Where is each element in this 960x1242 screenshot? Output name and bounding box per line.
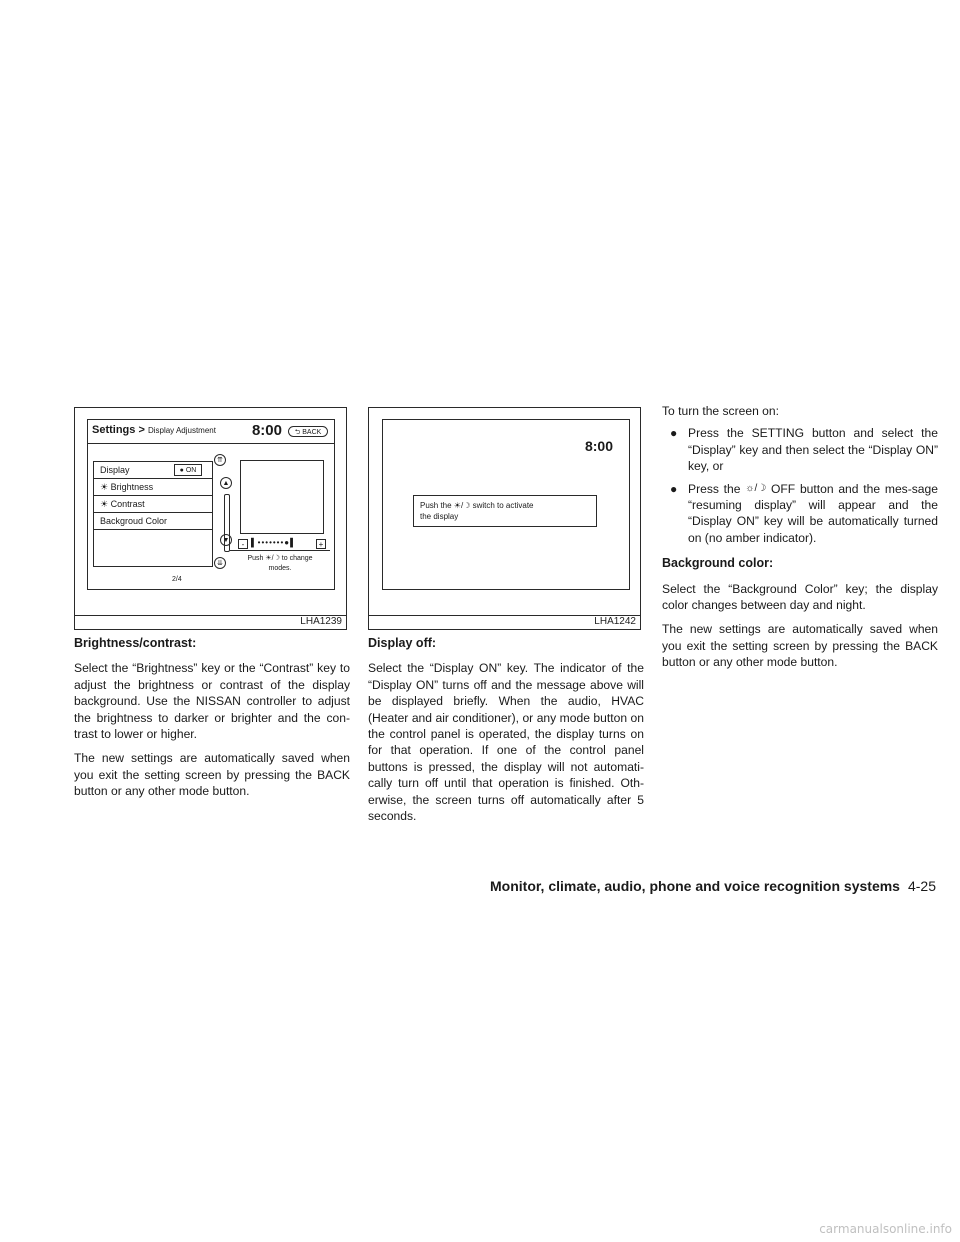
settings-screen: [87, 419, 335, 590]
bullet-text-post: OFF button and the mes-sage “resuming display” will appear and the “Display ON” key will be automatically turned on (no amber indicator).: [688, 481, 938, 545]
day-night-icon: ☼/☽: [745, 482, 767, 494]
scroll-down-icon: ▼: [220, 534, 232, 546]
watermark: carmanualsonline.info: [819, 1222, 952, 1236]
slider-dots: ▌•••••••●▌: [251, 538, 297, 547]
header-divider: [88, 443, 334, 444]
bullet-icon: ●: [670, 481, 678, 496]
heading-background-color: Background color:: [662, 556, 774, 571]
column-turn-on: [662, 403, 938, 679]
minus-icon: -: [238, 539, 248, 549]
on-indicator: ● ON: [174, 464, 202, 476]
menu-item-brightness: [94, 479, 212, 496]
scroll-top-icon: ⇈: [214, 454, 226, 466]
scroll-up-icon: ▲: [220, 477, 232, 489]
column-brightness-contrast: [74, 635, 350, 808]
settings-menu: [93, 461, 213, 567]
menu-item-contrast: [94, 496, 212, 513]
bullet-text: [688, 481, 938, 547]
activate-message: [413, 495, 597, 527]
page-footer: [0, 878, 936, 894]
menu-item-empty: [94, 530, 212, 547]
bullet-item: [662, 481, 938, 547]
clock: 8:00: [251, 422, 282, 439]
paragraph: Select the “Display ON” key. The indicator of the “Display ON” turns off and the message above will be displayed briefly. When the audio, HVAC (Heater and air conditioner), or any mode button on the control panel is operated, the display turns on for that operation. If one of the control panel buttons is pressed, the display will not automati-cally turn off until that operation is finished. Oth-erwise, the screen turns off automatically after 5 seconds.: [368, 661, 644, 824]
paragraph: Select the “Background Color” key; the display color changes between day and night.: [662, 581, 938, 613]
screen-title: [92, 424, 216, 436]
menu-item-label: ☀ Contrast: [100, 499, 145, 509]
section-title: Monitor, climate, audio, phone and voice recognition systems: [490, 878, 900, 894]
plus-icon: +: [316, 539, 326, 549]
scroll-bottom-icon: ⇊: [214, 557, 226, 569]
column-display-off: [368, 635, 644, 832]
heading-display-off: Display off:: [368, 636, 437, 650]
adjust-slider: [238, 539, 326, 549]
intro-text: To turn the screen on:: [662, 404, 779, 418]
back-button: ⮌ BACK: [288, 426, 328, 437]
bullet-text: Press the SETTING button and select the “Display” key and then select the “Display ON” key, or: [688, 426, 938, 474]
message-line: the display: [420, 512, 459, 521]
hint-line: Push ☀/☽ to change: [247, 555, 313, 562]
paragraph: The new settings are automatically saved when you exit the setting screen by pressing the BACK button or any other mode button.: [74, 751, 350, 799]
back-label: BACK: [302, 429, 322, 436]
figure-display-off: [368, 407, 641, 630]
figure-id: LHA1239: [300, 616, 342, 627]
menu-item-display: [94, 462, 212, 479]
on-label: ON: [185, 467, 197, 474]
bullet-item: [662, 425, 938, 474]
figure-display-adjustment: [74, 407, 347, 630]
off-screen: [382, 419, 630, 590]
hint-line: modes.: [268, 565, 292, 572]
mode-hint: [230, 550, 330, 582]
menu-item-background-color: [94, 513, 212, 530]
menu-item-label: Display: [100, 465, 130, 475]
settings-label: Settings >: [92, 424, 145, 436]
preview-window: [240, 460, 324, 534]
figure-id: LHA1242: [594, 616, 636, 627]
menu-item-label: ☀ Brightness: [100, 482, 154, 492]
bullet-icon: ●: [670, 426, 678, 441]
message-line: Push the ☀/☽ switch to activate: [420, 501, 534, 510]
display-adjustment-label: Display Adjustment: [147, 426, 216, 435]
paragraph: The new settings are automatically saved when you exit the setting screen by pressing the BACK button or any other mode button.: [662, 622, 938, 670]
paragraph: Select the “Brightness” key or the “Contrast” key to adjust the brightness or contrast of the display background. Use the NISSAN controller to adjust the brightness to darker or brighter and the con-trast to lower or higher.: [74, 661, 350, 742]
page-indicator: 2/4: [172, 576, 182, 583]
bullet-text-pre: Press the: [688, 481, 741, 496]
heading-brightness-contrast: Brightness/contrast:: [74, 636, 197, 650]
page-number: 4-25: [907, 878, 936, 894]
menu-item-label: Backgroud Color: [100, 516, 168, 526]
clock: 8:00: [584, 438, 613, 454]
